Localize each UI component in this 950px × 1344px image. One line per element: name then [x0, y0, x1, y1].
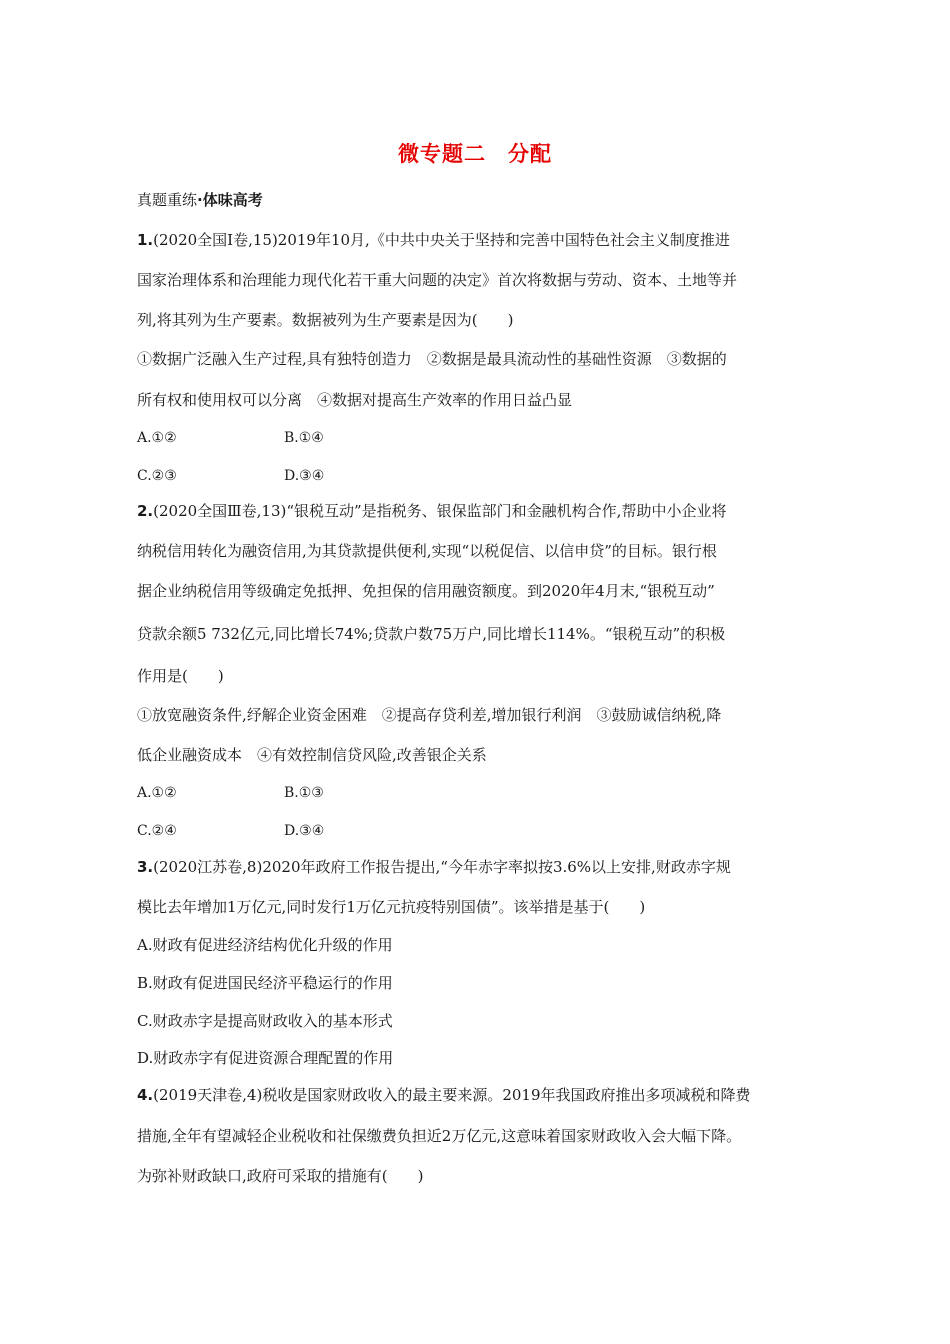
- question-3-option-a: A.财政有促进经济结构优化升级的作用: [137, 936, 393, 954]
- question-2-line-5: 作用是( ): [137, 667, 224, 685]
- question-1-option-d: D.③④: [284, 468, 325, 484]
- question-2-line-2: 纳税信用转化为融资信用,为其贷款提供便利,实现“以税促信、以信申贷”的目标。银行根: [137, 542, 717, 560]
- question-3-line-2: 模比去年增加1万亿元,同时发行1万亿元抗疫特别国债”。该举措是基于( ): [137, 898, 646, 916]
- question-number: 2.: [137, 502, 154, 520]
- section-heading-dot: ·: [197, 191, 203, 209]
- question-3-line-1: [137, 857, 731, 877]
- question-1-line-4: ①数据广泛融入生产过程,具有独特创造力 ②数据是最具流动性的基础性资源 ③数据的: [137, 350, 727, 368]
- question-1-option-c: C.②③: [137, 468, 177, 484]
- question-4-line-2: 措施,全年有望减轻企业税收和社保缴费负担近2万亿元,这意味着国家财政收入会大幅下降。: [137, 1127, 742, 1145]
- question-1-line-2: 国家治理体系和治理能力现代化若干重大问题的决定》首次将数据与劳动、资本、土地等并: [137, 271, 738, 289]
- question-number: 4.: [137, 1086, 154, 1104]
- question-2-option-d: D.③④: [284, 823, 325, 839]
- question-3-option-d: D.财政赤字有促进资源合理配置的作用: [137, 1049, 394, 1067]
- question-1-line-3: 列,将其列为生产要素。数据被列为生产要素是因为( ): [137, 311, 514, 329]
- question-4-line-1: [137, 1085, 751, 1105]
- question-2-option-c: C.②④: [137, 823, 177, 839]
- question-2-line-7: 低企业融资成本 ④有效控制信贷风险,改善银企关系: [137, 746, 487, 764]
- section-heading-right: 体味高考: [202, 191, 263, 209]
- question-4-line-3: 为弥补财政缺口,政府可采取的措施有( ): [137, 1167, 424, 1185]
- question-1-line-5: 所有权和使用权可以分离 ④数据对提高生产效率的作用日益凸显: [137, 391, 573, 409]
- section-heading: [137, 190, 263, 210]
- question-2-option-b: B.①③: [284, 785, 324, 801]
- question-2-line-1: [137, 501, 726, 521]
- question-number: 1.: [137, 231, 154, 249]
- question-1-option-a: A.①②: [137, 430, 177, 446]
- question-2-line-4: 贷款余额5 732亿元,同比增长74%;贷款户数75万户,同比增长114%。“银税互动”的积极: [137, 625, 726, 643]
- question-3-option-b: B.财政有促进国民经济平稳运行的作用: [137, 974, 393, 992]
- page-title: 微专题二 分配: [398, 142, 552, 166]
- question-text: (2019天津卷,4)税收是国家财政收入的最主要来源。2019年我国政府推出多项减税和降费: [153, 1086, 751, 1104]
- question-2-line-6: ①放宽融资条件,纾解企业资金困难 ②提高存贷利差,增加银行利润 ③鼓励诚信纳税,降: [137, 706, 722, 724]
- question-text: (2020全国Ⅰ卷,15)2019年10月,《中共中央关于坚持和完善中国特色社会主义制度推进: [153, 231, 730, 249]
- question-text: (2020全国Ⅲ卷,13)“银税互动”是指税务、银保监部门和金融机构合作,帮助中小企业将: [153, 502, 727, 520]
- question-text: (2020江苏卷,8)2020年政府工作报告提出,“今年赤字率拟按3.6%以上安排,财政赤字规: [153, 858, 731, 876]
- question-2-line-3: 据企业纳税信用等级确定免抵押、免担保的信用融资额度。到2020年4月末,“银税互动”: [137, 582, 715, 600]
- question-2-option-a: A.①②: [137, 785, 177, 801]
- section-heading-left: 真题重练: [137, 191, 198, 209]
- question-number: 3.: [137, 858, 154, 876]
- question-1-option-b: B.①④: [284, 430, 324, 446]
- question-1-line-1: [137, 230, 730, 250]
- question-3-option-c: C.财政赤字是提高财政收入的基本形式: [137, 1012, 393, 1030]
